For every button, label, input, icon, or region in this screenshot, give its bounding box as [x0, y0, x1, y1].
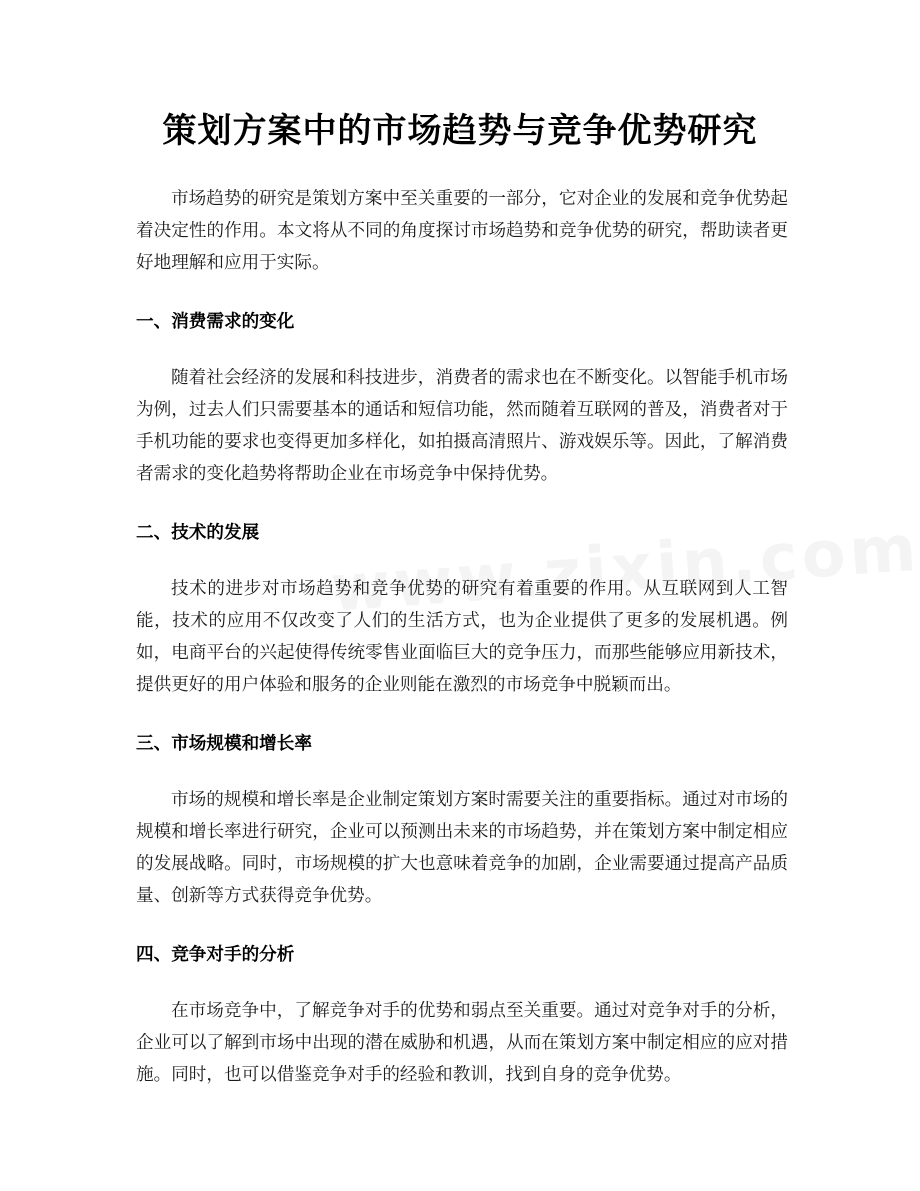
document-title: 策划方案中的市场趋势与竞争优势研究: [162, 111, 758, 151]
section-paragraph-3: 市场的规模和增长率是企业制定策划方案时需要关注的重要指标。通过对市场的规模和增长率进行研究，企业可以预测出未来的市场趋势，并在策划方案中制定相应的发展战略。同时，市场规模的扩大也意味着竞争的加剧，企业需要通过提高产品质量、创新等方式获得竞争优势。: [136, 790, 788, 906]
section-heading-1: 一、消费需求的变化: [136, 312, 295, 332]
section-heading-3: 三、市场规模和增长率: [136, 734, 312, 754]
intro-paragraph: 市场趋势的研究是策划方案中至关重要的一部分，它对企业的发展和竞争优势起着决定性的作用。本文将从不同的角度探讨市场趋势和竞争优势的研究，帮助读者更好地理解和应用于实际。: [136, 189, 788, 273]
section-paragraph-1: 随着社会经济的发展和科技进步，消费者的需求也在不断变化。以智能手机市场为例，过去人们只需要基本的通话和短信功能，然而随着互联网的普及，消费者对于手机功能的要求也变得更加多样化，如拍摄高清照片、游戏娱乐等。因此，了解消费者需求的变化趋势将帮助企业在市场竞争中保持优势。: [136, 368, 788, 484]
section-heading-2: 二、技术的发展: [136, 523, 260, 543]
section-paragraph-4: 在市场竞争中，了解竞争对手的优势和弱点至关重要。通过对竞争对手的分析，企业可以了解到市场中出现的潜在威胁和机遇，从而在策划方案中制定相应的应对措施。同时，也可以借鉴竞争对手的经验和教训，找到自身的竞争优势。: [136, 1001, 788, 1085]
section-paragraph-2: 技术的进步对市场趋势和竞争优势的研究有着重要的作用。从互联网到人工智能，技术的应用不仅改变了人们的生活方式，也为企业提供了更多的发展机遇。例如，电商平台的兴起使得传统零售业面临巨大的竞争压力，而那些能够应用新技术，提供更好的用户体验和服务的企业则能在激烈的市场竞争中脱颖而出。: [136, 579, 788, 695]
document-body: [136, 183, 788, 1091]
section-heading-4: 四、竞争对手的分析: [136, 945, 295, 965]
